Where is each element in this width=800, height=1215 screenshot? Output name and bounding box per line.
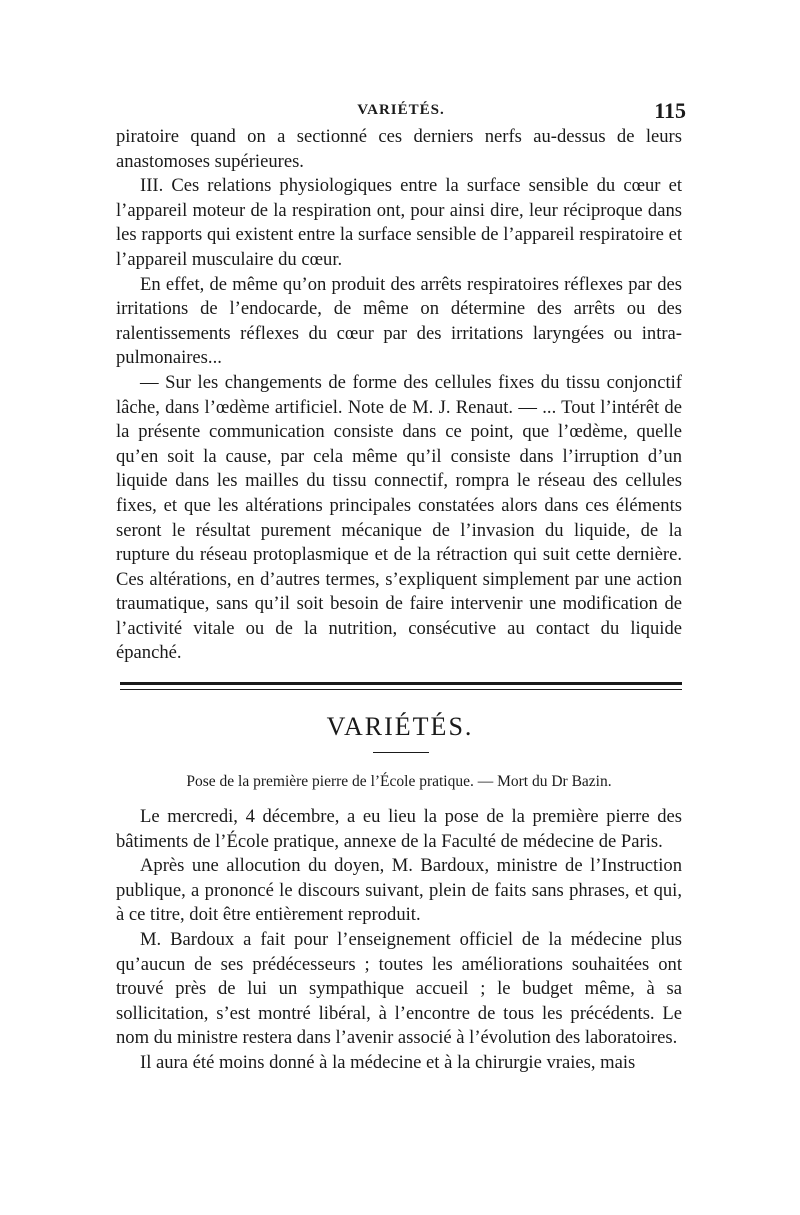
paragraph-renaut-note: — Sur les changements de forme des cellules fixes du tissu conjonctif lâche, dans l’œdème artificiel. Note de M. J. Renaut. — ... Tout l’intérêt de la présente communication consiste dans ce point, que l’œdème, quelle qu’en soit la cause, par cela même qu’il consiste dans l’irruption d’un liquide dans les mailles du tissu connectif, rompra le réseau des cellules fixes, et que les altérations principales constatées alors dans ces éléments seront le résultat purement mécanique de l’invasion du liquide, de la rupture du réseau protoplasmique et de la rétraction qui suit cette dernière. Ces altérations, en d’autres termes, s’expliquent simplement par une action traumatique, sans qu’il soit besoin de faire intervenir une modification de l’activité vitale ou de la nutrition, consécutive au contact du liquide épanché. — [116, 371, 682, 664]
section-heading: VARIÉTÉS. — [326, 712, 474, 741]
paragraph-iii: III. Ces relations physiologiques entre la surface sensible du cœur et l’appareil moteur de la respiration ont, pour ainsi dire, leur réciproque dans les rapports qui existent entre la surface sensible de l’appareil respiratoire et l’appareil musculaire du cœur. — [116, 175, 682, 270]
page-number: 115 — [654, 98, 686, 123]
paragraph-il-aura: Il aura été moins donné à la médecine et à la chirurgie vraies, mais — [140, 1051, 636, 1073]
section-divider — [120, 682, 682, 690]
paragraph-allocution: Après une allocution du doyen, M. Bardoux, ministre de l’Instruction publique, a prononcé le discours suivant, plein de faits sans phrases, et qui, à ce titre, doit être entièrement reproduit. — [116, 855, 682, 926]
heading-underline — [373, 752, 429, 753]
section-subheading: Pose de la première pierre de l’École pratique. — Mort du Dr Bazin. — [186, 773, 612, 790]
paragraph-continuation: piratoire quand on a sectionné ces derniers nerfs au-dessus de leurs anastomoses supérieures. — [116, 126, 682, 172]
divider-thick-rule — [120, 682, 682, 685]
running-title: VARIÉTÉS. — [357, 102, 445, 118]
article-text-top — [116, 125, 682, 666]
paragraph-mercredi: Le mercredi, 4 décembre, a eu lieu la pose de la première pierre des bâtiments de l’École pratique, annexe de la Faculté de médecine de Paris. — [116, 806, 682, 852]
divider-thin-rule — [120, 689, 682, 690]
article-text-bottom — [116, 805, 682, 1076]
running-head — [116, 100, 686, 124]
paragraph-en-effet: En effet, de même qu’on produit des arrêts respiratoires réflexes par des irritations de l’endocarde, de même on détermine des arrêts ou des ralentissements réflexes du cœur par des irritations laryngées ou intra-pulmonaires... — [116, 273, 682, 369]
paragraph-bardoux: M. Bardoux a fait pour l’enseignement officiel de la médecine plus qu’aucun de ses prédécesseurs ; toutes les améliorations souhaitées ont trouvé près de lui un sympathique accueil ; le budget même, à sa sollicitation, s’est montré libéral, à l’encontre de tous les précédents. Le nom du ministre restera dans l’avenir associé à l’évolution des laboratoires. — [116, 928, 682, 1049]
